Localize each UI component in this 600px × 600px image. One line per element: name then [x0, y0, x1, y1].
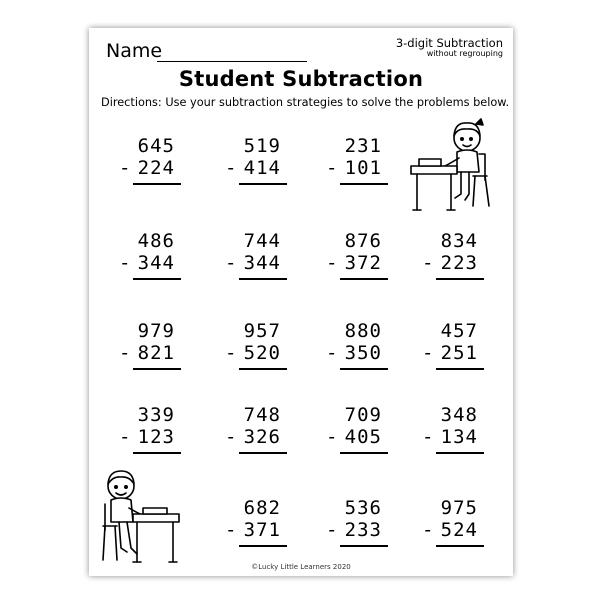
minus-sign: -: [422, 426, 434, 448]
minus-sign: -: [326, 252, 338, 274]
name-line[interactable]: [157, 61, 307, 62]
answer-line[interactable]: [340, 278, 388, 280]
problem-9: [223, 320, 293, 372]
minuend: 979: [137, 320, 175, 342]
minus-sign: -: [422, 519, 434, 541]
problem-4: [117, 230, 187, 282]
subtrahend: 344: [243, 252, 281, 274]
problem-7: [420, 230, 490, 282]
answer-line[interactable]: [340, 452, 388, 454]
minus-sign: -: [326, 519, 338, 541]
minus-sign: -: [225, 157, 237, 179]
problem-2: [223, 135, 293, 187]
answer-line[interactable]: [436, 368, 484, 370]
worksheet-page: [89, 28, 513, 576]
minus-sign: -: [225, 342, 237, 364]
minuend: 457: [440, 320, 478, 342]
problem-5: [223, 230, 293, 282]
minus-sign: -: [119, 252, 131, 274]
problem-17: [324, 497, 394, 549]
topic-tag: 3-digit Subtraction: [395, 36, 503, 50]
minuend: 957: [243, 320, 281, 342]
minuend: 748: [243, 404, 281, 426]
minuend: 834: [440, 230, 478, 252]
subtrahend: 251: [440, 342, 478, 364]
minus-sign: -: [326, 342, 338, 364]
answer-line[interactable]: [340, 545, 388, 547]
minus-sign: -: [225, 426, 237, 448]
answer-line[interactable]: [133, 452, 181, 454]
minuend: 348: [440, 404, 478, 426]
minuend: 682: [243, 497, 281, 519]
subtrahend: 344: [137, 252, 175, 274]
answer-line[interactable]: [239, 183, 287, 185]
answer-line[interactable]: [436, 278, 484, 280]
minuend: 744: [243, 230, 281, 252]
problem-11: [420, 320, 490, 372]
subtrahend: 101: [344, 157, 382, 179]
minuend: 231: [344, 135, 382, 157]
minuend: 486: [137, 230, 175, 252]
minus-sign: -: [225, 252, 237, 274]
answer-line[interactable]: [239, 452, 287, 454]
subtrahend: 123: [137, 426, 175, 448]
subtrahend: 350: [344, 342, 382, 364]
subtrahend: 223: [440, 252, 478, 274]
minus-sign: -: [422, 342, 434, 364]
minuend: 975: [440, 497, 478, 519]
minus-sign: -: [326, 426, 338, 448]
answer-line[interactable]: [133, 278, 181, 280]
problem-10: [324, 320, 394, 372]
minuend: 709: [344, 404, 382, 426]
problem-14: [324, 404, 394, 456]
answer-line[interactable]: [436, 452, 484, 454]
subtrahend: 524: [440, 519, 478, 541]
minus-sign: -: [326, 157, 338, 179]
problem-18: [420, 497, 490, 549]
answer-line[interactable]: [239, 368, 287, 370]
girl-at-desk-illustration: [407, 114, 493, 216]
minuend: 536: [344, 497, 382, 519]
subtrahend: 405: [344, 426, 382, 448]
minuend: 645: [137, 135, 175, 157]
subtrahend: 134: [440, 426, 478, 448]
answer-line[interactable]: [340, 183, 388, 185]
problem-13: [223, 404, 293, 456]
problem-8: [117, 320, 187, 372]
problem-15: [420, 404, 490, 456]
problem-6: [324, 230, 394, 282]
answer-line[interactable]: [239, 278, 287, 280]
topic-subtag: without regrouping: [426, 49, 503, 58]
subtrahend: 233: [344, 519, 382, 541]
subtrahend: 224: [137, 157, 175, 179]
minuend: 519: [243, 135, 281, 157]
problem-16: [223, 497, 293, 549]
answer-line[interactable]: [340, 368, 388, 370]
minuend: 880: [344, 320, 382, 342]
page-title: Student Subtraction: [178, 67, 424, 91]
boy-at-desk-illustration: [99, 464, 183, 566]
subtrahend: 371: [243, 519, 281, 541]
minus-sign: -: [119, 426, 131, 448]
minus-sign: -: [225, 519, 237, 541]
minus-sign: -: [119, 342, 131, 364]
minus-sign: -: [119, 157, 131, 179]
subtrahend: 414: [243, 157, 281, 179]
minuend: 339: [137, 404, 175, 426]
copyright-footer: ©Lucky Little Learners 2020: [251, 563, 351, 571]
answer-line[interactable]: [133, 183, 181, 185]
subtrahend: 326: [243, 426, 281, 448]
name-label: Name: [106, 40, 163, 62]
directions-text: Directions: Use your subtraction strategies to solve the problems below.: [101, 96, 510, 109]
answer-line[interactable]: [133, 368, 181, 370]
problem-12: [117, 404, 187, 456]
answer-line[interactable]: [239, 545, 287, 547]
problem-3: [324, 135, 394, 187]
answer-line[interactable]: [436, 545, 484, 547]
subtrahend: 821: [137, 342, 175, 364]
minuend: 876: [344, 230, 382, 252]
subtrahend: 520: [243, 342, 281, 364]
subtrahend: 372: [344, 252, 382, 274]
minus-sign: -: [422, 252, 434, 274]
problem-1: [117, 135, 187, 187]
